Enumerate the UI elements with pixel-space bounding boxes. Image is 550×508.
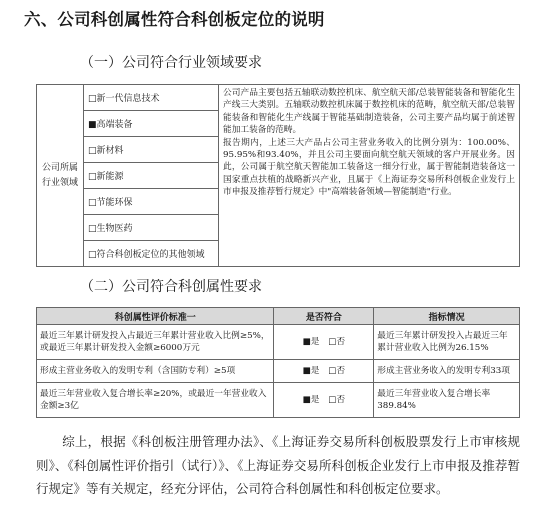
table-row (37, 325, 520, 360)
industry-option: □新能源 (84, 163, 219, 189)
header-indicator: 指标情况 (374, 308, 520, 325)
industry-description (219, 85, 520, 267)
section-title: 六、公司科创属性符合科创板定位的说明 (24, 10, 325, 29)
attribute-table (36, 307, 520, 418)
header-compliance: 是否符合 (274, 308, 374, 325)
industry-option: □新一代信息技术 (84, 85, 219, 111)
indicator-cell: 最近三年营业收入复合增长率389.84% (374, 383, 520, 418)
industry-table (36, 84, 520, 267)
header-criterion: 科创属性评价标准一 (37, 308, 274, 325)
criterion-cell: 最近三年累计研发投入占最近三年累计营业收入比例≥5%，或最近三年累计研发投入金额≥6000万元 (37, 325, 274, 360)
industry-option: □符合科创板定位的其他领域 (84, 241, 219, 267)
compliance-cell: ■是 □否 (274, 325, 374, 360)
indicator-cell: 最近三年累计研发投入占最近三年累计营业收入比例为26.15% (374, 325, 520, 360)
compliance-cell: ■是 □否 (274, 360, 374, 383)
attribute-subtitle: （二）公司符合科创属性要求 (80, 279, 262, 295)
industry-option: □生物医药 (84, 215, 219, 241)
table-row (37, 85, 520, 111)
industry-category-cell: 公司所属行业领域 (37, 85, 84, 267)
industry-option: □新材料 (84, 137, 219, 163)
industry-option: ■高端装备 (84, 111, 219, 137)
table-row (37, 383, 520, 418)
conclusion-paragraph (36, 430, 520, 501)
criterion-cell: 最近三年营业收入复合增长率≥20%，或最近一年营业收入金额≥3亿 (37, 383, 274, 418)
industry-option: □节能环保 (84, 189, 219, 215)
table-row (37, 360, 520, 383)
indicator-cell: 形成主营业务收入的发明专利33项 (374, 360, 520, 383)
conclusion-text: 综上，根据《科创板注册管理办法》、《上海证券交易所科创板股票发行上市审核规则》、《科创属性评价指引（试行）》、《上海证券交易所科创板企业发行上市申报及推荐暂行规定》等有关规定，经充分评估，公司符合科创属性和科创板定位要求。 (36, 434, 520, 496)
criterion-cell: 形成主营业务收入的发明专利（含国防专利）≥5项 (37, 360, 274, 383)
industry-subtitle: （一）公司符合行业领域要求 (80, 55, 262, 71)
description-paragraph: 公司产品主要包括五轴联动数控机床、航空航天部/总装智能装备和智能化生产线三大类别。五轴联动数控机床属于数控机床的范畴，航空航天部/总装智能装备和智能化生产线属于智能基础制造装备，公司主要产品均属于前述智能加工装备的范畴。 (223, 88, 515, 136)
description-paragraph: 报告期内，上述三大产品占公司主营业务收入的比例分别为：100.00%、95.95%和93.40%，并且公司主要面向航空航天领域的客户开展业务。因此，公司属于航空航天智能加工装备这一细分行业，属于智能制造装备这一国家重点扶植的战略新兴产业，且属于《上海证券交易所科创板企业发行上市申报及推荐暂行规定》中"高端装备领域—智能制造"行业。 (223, 137, 515, 198)
table-header-row (37, 308, 520, 325)
compliance-cell: ■是 □否 (274, 383, 374, 418)
